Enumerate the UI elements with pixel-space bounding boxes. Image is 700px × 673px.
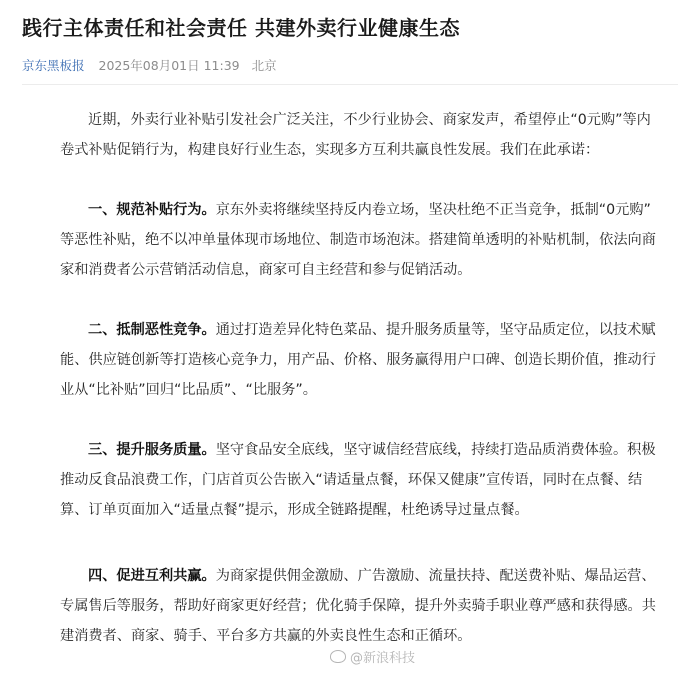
paragraph-commitment-4 (60, 561, 672, 651)
paragraph-intro (60, 105, 672, 165)
paragraph-commitment-1 (60, 195, 672, 285)
paragraph-lead: 二、抵制恶性竞争。 (88, 322, 216, 338)
paragraph-first-line (60, 195, 672, 225)
paragraph-lead: 一、规范补贴行为。 (88, 202, 216, 218)
paragraph-line: 京东外卖将继续坚持反内卷立场，坚决杜绝不正当竞争，抵制“0元购” (215, 202, 651, 218)
watermark-text: @新浪科技 (350, 651, 416, 666)
paragraph-line: 推动反食品浪费工作，门店首页公告嵌入“请适量点餐，环保又健康”宣传语，同时在点餐、结 (60, 472, 643, 488)
paragraph-line: 近期，外卖行业补贴引发社会广泛关注，不少行业协会、商家发声，希望停止“0元购”等内 (88, 112, 651, 128)
paragraph-line: 通过打造差异化特色菜品、提升服务质量等，坚守品质定位，以技术赋 (215, 322, 656, 338)
paragraph-line: 坚守食品安全底线，坚守诚信经营底线，持续打造品质消费体验。积极 (215, 442, 656, 458)
article-source-link[interactable]: 京东黑板报 (22, 58, 85, 73)
article-location: 北京 (251, 58, 277, 73)
article-meta (22, 56, 277, 74)
paragraph-line: 家和消费者公示营销活动信息，商家可自主经营和参与促销活动。 (60, 262, 472, 278)
paragraph-line: 为商家提供佣金激励、广告激励、流量扶持、配送费补贴、爆品运营、 (215, 568, 656, 584)
paragraph-line: 能、供应链创新等打造核心竞争力，用产品、价格、服务赢得用户口碑、创造长期价值，推动行 (60, 352, 656, 368)
paragraph-line: 建消费者、商家、骑手、平台多方共赢的外卖良性生态和正循环。 (60, 628, 472, 644)
header-divider (22, 84, 678, 85)
paragraph-line: 等恶性补贴，绝不以冲单量体现市场地位、制造市场泡沫。搭建简单透明的补贴机制，依法向商 (60, 232, 656, 248)
paragraph-first-line (60, 315, 672, 345)
paragraph-commitment-2 (60, 315, 672, 405)
paragraph-first-line (60, 561, 672, 591)
paragraph-line: 卷式补贴促销行为，构建良好行业生态，实现多方互利共赢良性发展。我们在此承诺： (60, 142, 600, 158)
watermark (330, 647, 415, 666)
article-date: 2025年08月01日 11:39 (98, 58, 240, 73)
weibo-icon (330, 650, 346, 663)
paragraph-commitment-3 (60, 435, 672, 525)
paragraph-lead: 四、促进互利共赢。 (88, 568, 216, 584)
paragraph-line: 算、订单页面加入“适量点餐”提示，形成全链路提醒，杜绝诱导过量点餐。 (60, 502, 529, 518)
paragraph-line: 业从“比补贴”回归“比品质”、“比服务”。 (60, 382, 317, 398)
paragraph-line: 专属售后等服务，帮助好商家更好经营；优化骑手保障，提升外卖骑手职业尊严感和获得感。共 (60, 598, 656, 614)
paragraph-first-line (60, 435, 672, 465)
paragraph-lead: 三、提升服务质量。 (88, 442, 216, 458)
article-title: 践行主体责任和社会责任 共建外卖行业健康生态 (22, 16, 460, 40)
